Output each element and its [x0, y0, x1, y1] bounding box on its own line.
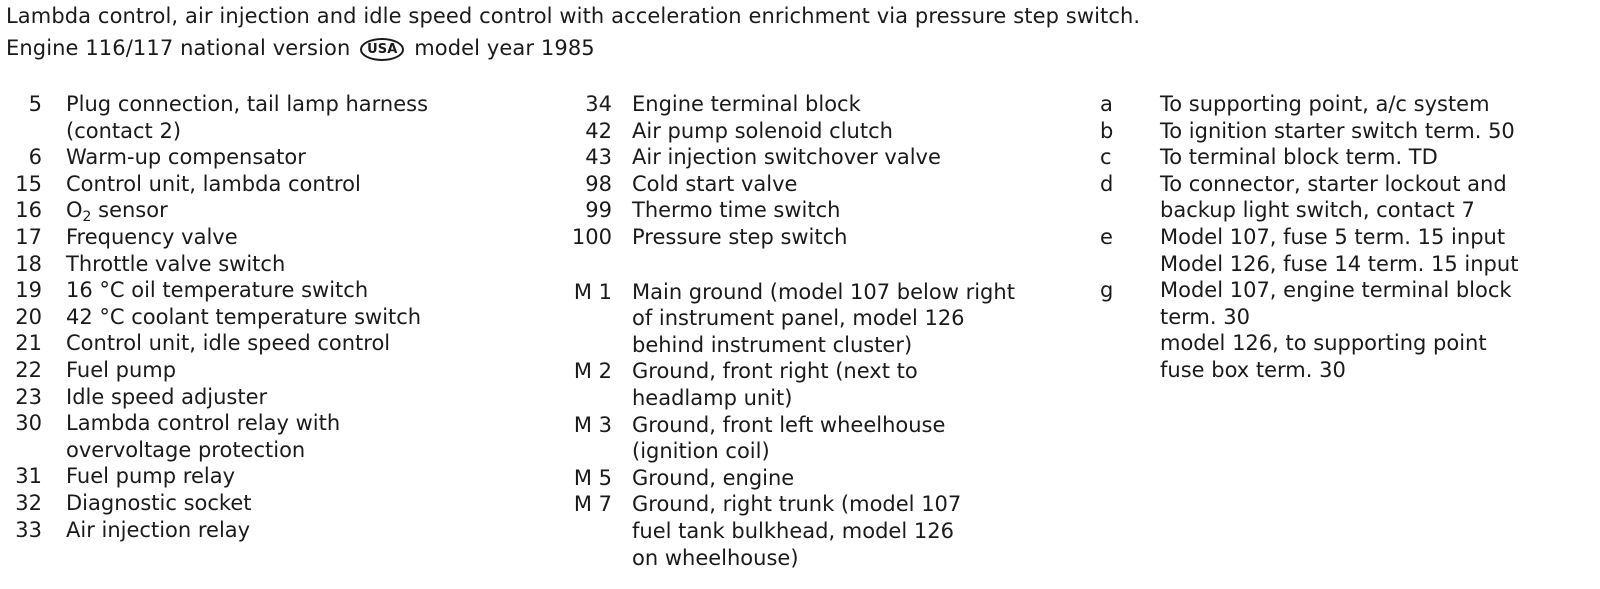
legend-number: 98 [585, 171, 612, 196]
legend-text: (ignition coil) [632, 439, 770, 464]
legend-item-continuation [554, 545, 1015, 572]
legend-text: Model 107, engine terminal block [1160, 278, 1512, 303]
legend-item [0, 463, 428, 490]
legend-item [554, 118, 1015, 145]
legend-number: 22 [15, 357, 42, 382]
legend-text: 42 °C coolant temperature switch [66, 304, 422, 329]
legend-number: 43 [585, 145, 612, 170]
legend-text: Fuel pump relay [66, 464, 235, 489]
legend-item-continuation [1090, 251, 1518, 278]
legend-number: 23 [15, 384, 42, 409]
legend-text: Lambda control relay with [66, 411, 341, 436]
legend-item [1090, 144, 1518, 171]
legend-text: $O_2$ sensor [66, 198, 168, 226]
legend-item [0, 91, 428, 118]
legend-number: 5 [28, 92, 42, 116]
legend-item-continuation [554, 438, 1015, 465]
legend-text: Control unit, idle speed control [66, 331, 391, 356]
legend-text: of instrument panel, model 126 [632, 306, 965, 331]
legend-item [1090, 224, 1518, 251]
legend-text: Idle speed adjuster [66, 384, 268, 409]
legend-item [554, 412, 1015, 439]
legend-number: 19 [15, 278, 42, 303]
legend-text: fuel tank bulkhead, model 126 [632, 518, 954, 543]
legend-column-left [0, 91, 428, 543]
legend-text: Thermo time switch [632, 198, 841, 223]
legend-item [0, 330, 428, 357]
legend-item [0, 517, 428, 544]
legend-item [554, 358, 1015, 385]
legend-number: M 3 [573, 412, 612, 437]
legend-item-continuation [554, 332, 1015, 359]
legend-text: Ground, engine [632, 465, 795, 490]
legend-text: fuse box term. 30 [1160, 357, 1346, 382]
legend-text: To connector, starter lockout and [1160, 171, 1507, 196]
legend-text: headlamp unit) [632, 385, 793, 410]
legend-letter: b [1100, 118, 1114, 143]
legend-text: Frequency valve [66, 224, 238, 249]
legend-text: (contact 2) [66, 118, 182, 143]
legend-letter: e [1100, 224, 1113, 249]
legend-text: Air injection relay [66, 517, 251, 542]
legend-item [554, 144, 1015, 171]
legend-text: To ignition starter switch term. 50 [1160, 118, 1515, 143]
legend-text: Cold start valve [632, 171, 798, 196]
legend-text: To terminal block term. TD [1160, 145, 1438, 170]
legend-number: M 5 [573, 465, 612, 490]
legend-item [554, 171, 1015, 198]
legend-item [554, 197, 1015, 224]
legend-item-continuation [1090, 197, 1518, 224]
legend-number: 17 [15, 224, 42, 249]
legend-text: Throttle valve switch [66, 251, 286, 276]
legend-column-right [1090, 91, 1518, 384]
legend-number: 16 [15, 198, 42, 223]
legend-text: Model 126, fuse 14 term. 15 input [1160, 251, 1519, 276]
legend-number: 20 [15, 304, 42, 329]
legend-item [1090, 91, 1518, 118]
legend-letter: c [1100, 145, 1112, 170]
legend-item-continuation [554, 518, 1015, 545]
legend-number: 32 [15, 490, 42, 515]
legend-item-continuation [1090, 357, 1518, 384]
legend-item-continuation [1090, 304, 1518, 331]
legend-item [0, 357, 428, 384]
legend-number: 30 [15, 411, 42, 436]
legend-number: 6 [28, 145, 42, 170]
legend-text: Engine terminal block [632, 92, 861, 116]
legend-text: Warm-up compensator [66, 145, 306, 170]
legend-item [0, 490, 428, 517]
legend-number: 31 [15, 464, 42, 489]
legend-text: Main ground (model 107 below right [632, 279, 1015, 304]
legend-text: Air injection switchover valve [632, 145, 941, 170]
legend-item [554, 465, 1015, 492]
legend-item [0, 171, 428, 198]
legend-text: model 126, to supporting point [1160, 331, 1487, 356]
legend-number: 15 [15, 171, 42, 196]
legend-item [0, 277, 428, 304]
caption-model-year-text: model year 1985 [414, 36, 595, 60]
legend-item [0, 410, 428, 437]
caption-line-2 [6, 36, 595, 61]
legend-number: 18 [15, 251, 42, 276]
legend-number: 21 [15, 331, 42, 356]
legend-text: Ground, front left wheelhouse [632, 412, 946, 437]
legend-number: 99 [585, 198, 612, 223]
legend-text: Fuel pump [66, 357, 177, 382]
legend-item-continuation [0, 437, 428, 464]
legend-item [0, 384, 428, 411]
legend-item [1090, 171, 1518, 198]
legend-number: M 7 [573, 492, 612, 517]
caption-line-1: Lambda control, air injection and idle speed control with acceleration enrichment via pressure step switch. [6, 4, 1141, 28]
legend-item [0, 224, 428, 251]
legend-item [1090, 118, 1518, 145]
legend-number: 100 [571, 224, 612, 249]
legend-text: behind instrument cluster) [632, 332, 913, 357]
legend-item [554, 491, 1015, 518]
legend-text: Diagnostic socket [66, 490, 252, 515]
legend-number: 33 [15, 517, 42, 542]
legend-item-continuation [1090, 330, 1518, 357]
legend-item [0, 304, 428, 331]
legend-text: Ground, right trunk (model 107 [632, 492, 962, 517]
legend-item [0, 251, 428, 278]
legend-text: backup light switch, contact 7 [1160, 198, 1475, 223]
legend-text: Air pump solenoid clutch [632, 118, 893, 143]
legend-letter: a [1100, 92, 1113, 116]
legend-text: overvoltage protection [66, 437, 306, 462]
legend-item [0, 197, 428, 224]
legend-item-continuation [0, 118, 428, 145]
legend-item [554, 279, 1015, 306]
legend-item [1090, 277, 1518, 304]
legend-item [554, 91, 1015, 118]
legend-number: M 2 [573, 359, 612, 384]
legend-text: To supporting point, a/c system [1160, 92, 1490, 116]
legend-item-continuation [554, 305, 1015, 332]
legend-letter: d [1100, 171, 1114, 196]
legend-text: term. 30 [1160, 304, 1250, 329]
legend-text: Control unit, lambda control [66, 171, 361, 196]
legend-column-middle [554, 91, 1015, 571]
legend-number: M 1 [573, 279, 612, 304]
usa-badge: USA [360, 38, 404, 61]
caption-engine-text: Engine 116/117 national version [6, 36, 351, 60]
legend-text: Plug connection, tail lamp harness [66, 92, 429, 116]
legend-item [0, 144, 428, 171]
legend-item [554, 224, 1015, 251]
legend-letter: g [1100, 278, 1114, 303]
legend-text: 16 °C oil temperature switch [66, 278, 369, 303]
legend-text: on wheelhouse) [632, 545, 799, 570]
legend-text: Pressure step switch [632, 224, 848, 249]
legend-number: 34 [585, 92, 612, 116]
legend-item-continuation [554, 385, 1015, 412]
legend-number: 42 [585, 118, 612, 143]
legend-text: Ground, front right (next to [632, 359, 918, 384]
legend-text: Model 107, fuse 5 term. 15 input [1160, 224, 1506, 249]
